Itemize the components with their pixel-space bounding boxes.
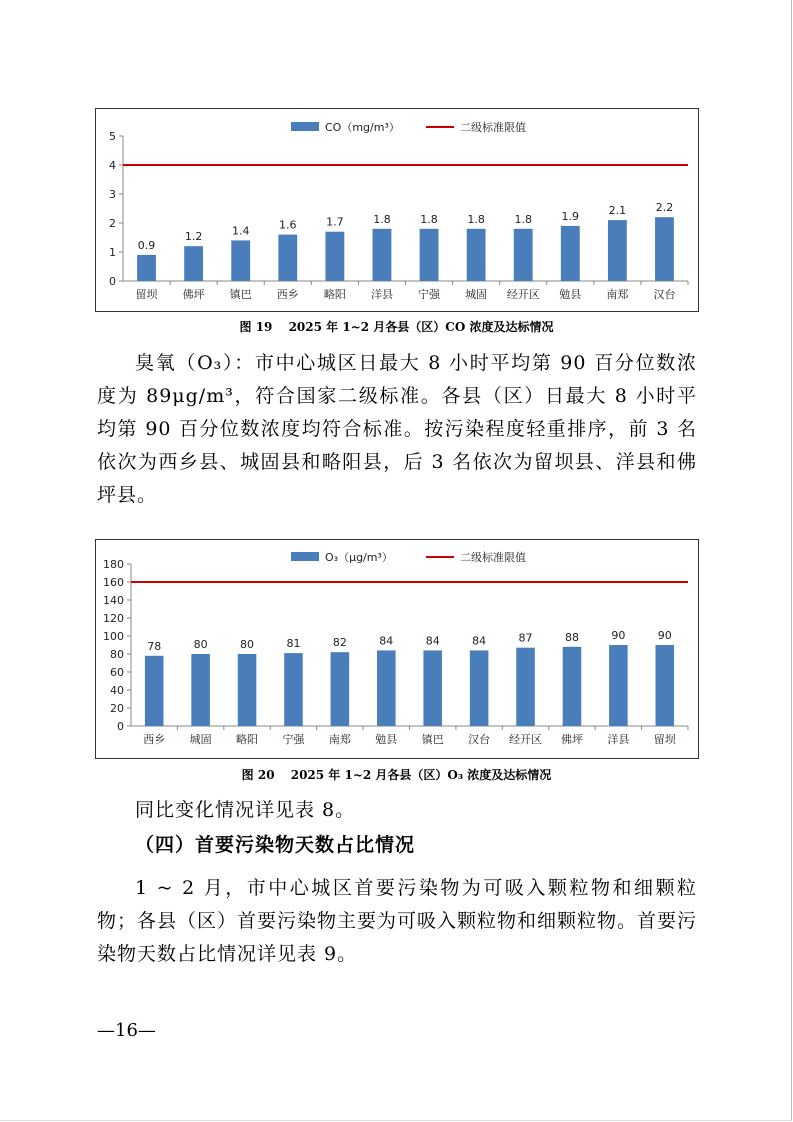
bar — [191, 654, 210, 726]
y-tick-label: 40 — [110, 684, 124, 697]
bar — [373, 229, 392, 281]
y-tick-label: 4 — [109, 159, 116, 172]
x-tick-label: 略阳 — [323, 288, 346, 301]
bar — [331, 652, 350, 726]
y-tick-label: 1 — [109, 246, 116, 259]
chart-legend — [291, 550, 526, 564]
data-label: 1.8 — [420, 212, 438, 226]
y-tick-label: 100 — [103, 630, 124, 643]
bar — [278, 235, 297, 281]
data-label: 80 — [193, 638, 208, 651]
y-tick-label: 0 — [117, 720, 124, 733]
bar — [231, 240, 250, 281]
x-tick-label: 经开区 — [509, 733, 543, 746]
data-label: 1.7 — [326, 215, 344, 229]
x-tick-label: 留坝 — [135, 288, 158, 301]
legend-line-label: 二级标准限值 — [460, 121, 526, 134]
x-tick-label: 佛坪 — [560, 733, 583, 746]
bar — [655, 217, 674, 281]
bar — [284, 653, 303, 726]
bar — [514, 229, 533, 281]
bar — [145, 656, 164, 726]
o3-paragraph-text: 臭氧（O₃）：市中心城区日最大 8 小时平均第 90 百分位数浓度为 89μg/m³，符合国家二级标准。各县（区）日最大 8 小时平均第 90 百分位数浓度均符合标准。按污染程度轻重排序，前 3 名依次为西乡县、城固县和略阳县，后 3 名依次为留坝县、洋县和佛坪县。 — [97, 352, 697, 506]
bar — [184, 246, 203, 281]
y-tick-label: 80 — [110, 648, 124, 661]
x-tick-label: 西乡 — [276, 288, 299, 301]
y-tick-label: 160 — [103, 576, 124, 589]
x-tick-label: 宁强 — [418, 288, 441, 301]
figure-20-caption: 图 20 2025 年 1~2 月各县（区）O₃ 浓度及达标情况 — [241, 768, 552, 782]
y-tick-label: 5 — [109, 130, 116, 143]
bar — [137, 255, 156, 281]
x-tick-label: 南郑 — [328, 733, 351, 746]
x-tick-label: 佛坪 — [182, 288, 205, 301]
data-label: 1.8 — [467, 212, 485, 226]
section-heading: （四）首要污染物天数占比情况 — [135, 834, 416, 856]
data-label: 1.6 — [279, 218, 297, 232]
y-tick-label: 140 — [103, 594, 124, 607]
x-tick-label: 勉县 — [559, 288, 582, 301]
bar — [609, 645, 628, 726]
chart-legend — [291, 120, 526, 134]
bar — [656, 645, 675, 726]
data-label: 84 — [472, 634, 487, 648]
bar — [608, 220, 627, 281]
data-label: 1.8 — [514, 212, 532, 226]
o3-chart — [95, 539, 699, 759]
bar — [516, 648, 535, 726]
x-tick-label: 镇巴 — [421, 733, 444, 746]
legend-bar-label: O₃（μg/m³） — [325, 551, 393, 564]
table8-reference — [97, 794, 697, 827]
x-tick-label: 洋县 — [607, 733, 630, 746]
x-tick-label: 城固 — [465, 288, 488, 301]
data-label: 0.9 — [137, 238, 156, 252]
bar — [423, 650, 442, 726]
legend-bar-label: CO（mg/m³） — [325, 121, 400, 134]
table8-reference-text: 同比变化情况详见表 8。 — [135, 799, 356, 821]
co-chart-svg — [96, 109, 698, 311]
bar — [563, 647, 582, 726]
figure-19-caption: 图 19 2025 年 1~2 月各县（区）CO 浓度及达标情况 — [239, 320, 554, 334]
legend-bar-swatch — [291, 122, 319, 131]
bar — [325, 232, 344, 281]
data-label: 82 — [332, 636, 347, 650]
data-label: 90 — [657, 629, 672, 642]
y-tick-label: 20 — [110, 702, 124, 715]
data-label: 87 — [518, 631, 533, 645]
section-heading-block — [97, 829, 697, 862]
x-tick-label: 汉台 — [468, 733, 491, 746]
x-tick-label: 留坝 — [653, 733, 676, 746]
bar — [420, 229, 439, 281]
x-tick-label: 西乡 — [143, 733, 166, 746]
data-label: 84 — [425, 634, 440, 648]
x-tick-label: 经开区 — [506, 288, 540, 301]
data-label: 88 — [564, 630, 579, 644]
data-label: 1.8 — [373, 212, 391, 226]
y-tick-label: 2 — [109, 217, 116, 230]
y-tick-label: 180 — [103, 558, 124, 571]
o3-paragraph — [97, 347, 697, 512]
bar — [470, 650, 489, 726]
bar — [377, 650, 396, 726]
data-label: 81 — [286, 637, 301, 651]
data-label: 1.4 — [231, 224, 250, 238]
x-tick-label: 南郑 — [606, 288, 629, 301]
bar — [467, 229, 486, 281]
legend-line-label: 二级标准限值 — [460, 551, 526, 564]
x-tick-label: 城固 — [189, 733, 212, 746]
page-number: —16— — [97, 1020, 156, 1041]
data-label: 2.1 — [608, 204, 627, 218]
y-tick-label: 3 — [109, 188, 116, 201]
data-label: 78 — [147, 639, 162, 653]
y-tick-label: 120 — [103, 612, 124, 625]
x-tick-label: 勉县 — [375, 733, 398, 746]
data-label: 84 — [379, 634, 394, 648]
data-label: 90 — [611, 629, 626, 642]
x-tick-label: 宁强 — [282, 733, 305, 746]
data-label: 2.2 — [655, 201, 674, 215]
data-label: 1.9 — [561, 209, 580, 223]
x-tick-label: 汉台 — [653, 288, 676, 301]
primary-pollutant-text: 1 ~ 2 月，市中心城区首要污染物为可吸入颗粒物和细颗粒物；各县（区）首要污染物主要为可吸入颗粒物和细颗粒物。首要污染物天数占比情况详见表 9。 — [97, 877, 698, 965]
data-label: 1.2 — [184, 230, 203, 244]
x-tick-label: 洋县 — [370, 288, 393, 301]
y-tick-label: 60 — [110, 666, 124, 679]
legend-bar-swatch — [291, 552, 319, 561]
bar — [238, 654, 257, 726]
x-tick-label: 略阳 — [236, 733, 259, 746]
data-label: 80 — [240, 638, 255, 651]
x-tick-label: 镇巴 — [229, 288, 252, 301]
y-tick-label: 0 — [109, 275, 116, 288]
o3-chart-svg — [96, 540, 698, 758]
primary-pollutant-paragraph — [97, 872, 697, 971]
co-chart — [95, 108, 699, 312]
bar — [561, 226, 580, 281]
